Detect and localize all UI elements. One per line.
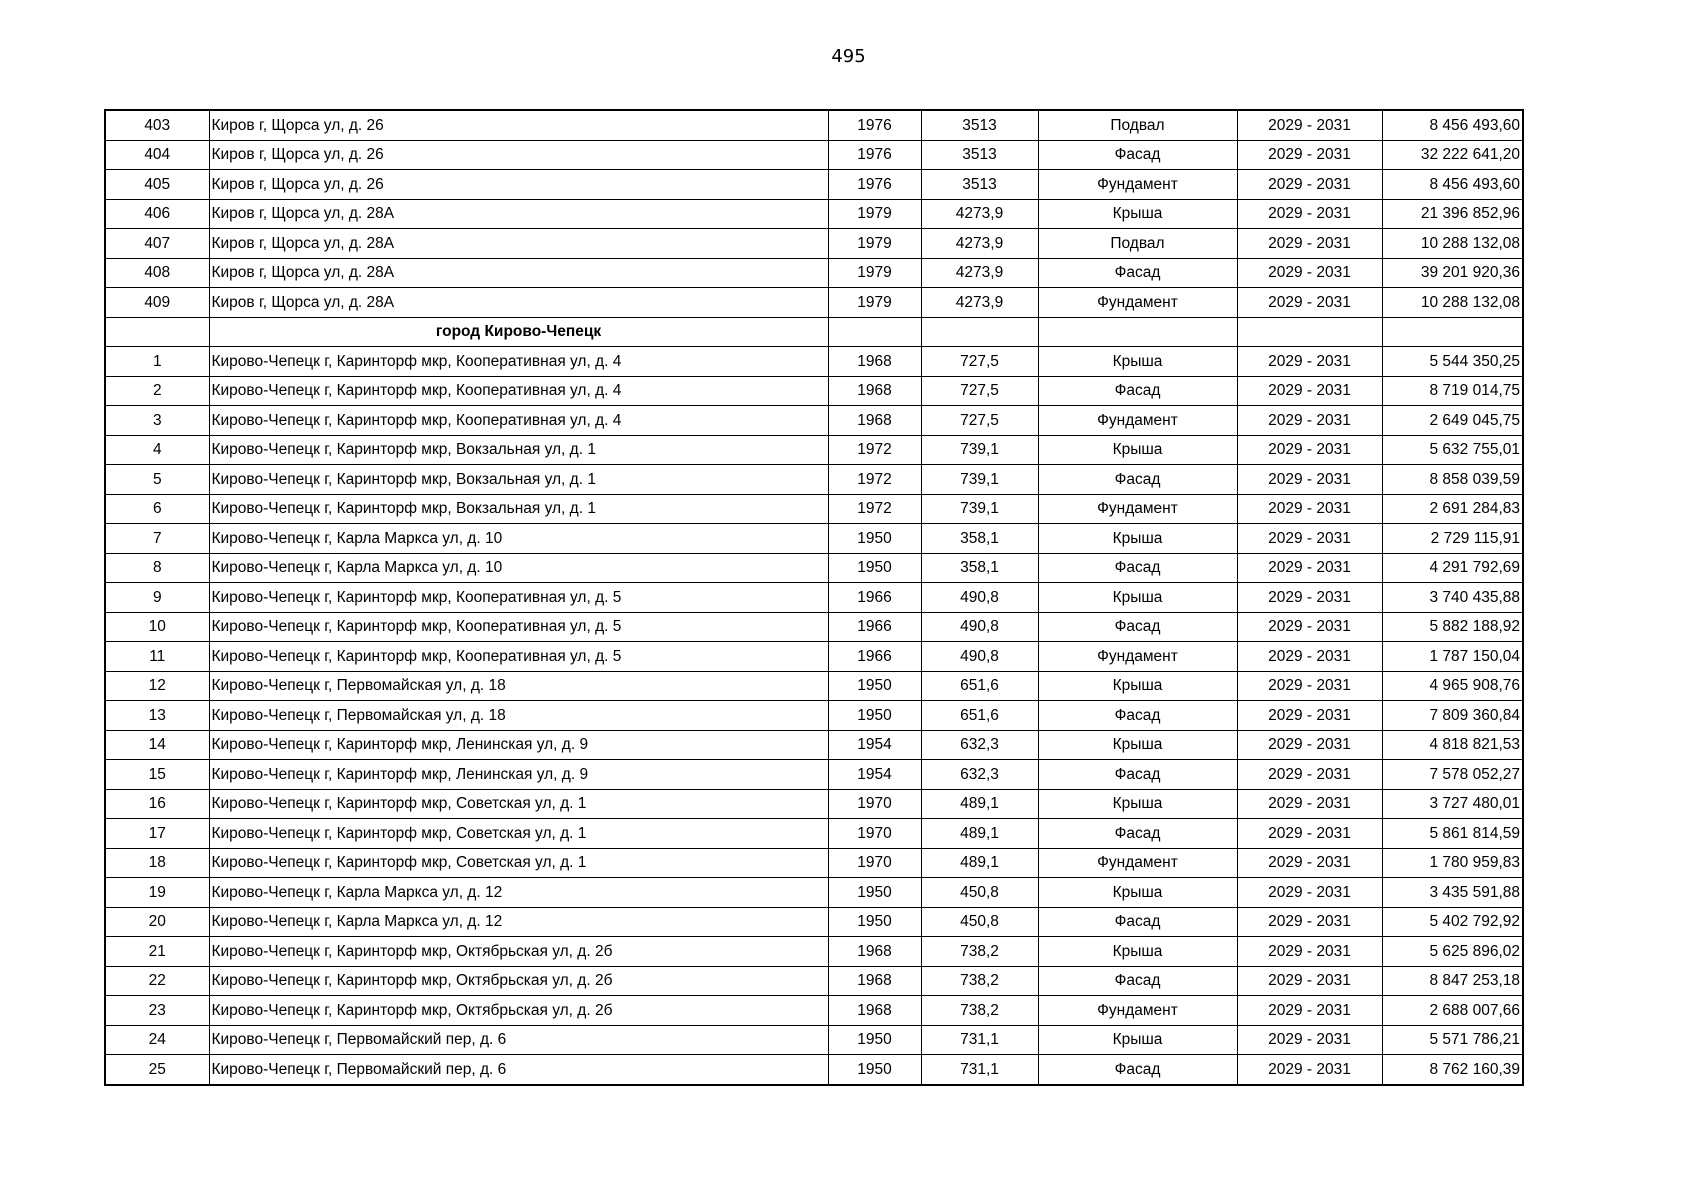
- cell-address: Кирово-Чепецк г, Каринторф мкр, Вокзальная ул, д. 1: [209, 435, 828, 465]
- table-row: [105, 730, 1523, 760]
- cell-area: 731,1: [921, 1025, 1038, 1055]
- cell-build-year: 1976: [828, 140, 921, 170]
- cell-cost: 32 222 641,20: [1382, 140, 1523, 170]
- cell-build-year: 1979: [828, 199, 921, 229]
- cell-area: 731,1: [921, 1055, 1038, 1085]
- cell-build-year: 1976: [828, 110, 921, 140]
- cell-work-type: Подвал: [1038, 110, 1237, 140]
- table-row: [105, 642, 1523, 672]
- cell-row-number: 22: [105, 966, 209, 996]
- table-row: [105, 701, 1523, 731]
- cell-work-type: Крыша: [1038, 435, 1237, 465]
- cell-build-year: 1970: [828, 848, 921, 878]
- cell-cost: 8 456 493,60: [1382, 110, 1523, 140]
- cell-area: 4273,9: [921, 288, 1038, 318]
- cell-row-number: 16: [105, 789, 209, 819]
- cell-address: Кирово-Чепецк г, Каринторф мкр, Октябрьская ул, д. 2б: [209, 937, 828, 967]
- cell-cost: 4 965 908,76: [1382, 671, 1523, 701]
- cell-row-number: 21: [105, 937, 209, 967]
- cell-work-type: Крыша: [1038, 583, 1237, 613]
- cell-area: 727,5: [921, 406, 1038, 436]
- cell-work-type: Крыша: [1038, 1025, 1237, 1055]
- cell-area: 651,6: [921, 701, 1038, 731]
- cell-address: Киров г, Щорса ул, д. 28А: [209, 229, 828, 259]
- table-row: [105, 258, 1523, 288]
- cell-period: 2029 - 2031: [1237, 524, 1382, 554]
- table-row: [105, 937, 1523, 967]
- cell-area: 490,8: [921, 642, 1038, 672]
- cell-address: Кирово-Чепецк г, Первомайский пер, д. 6: [209, 1025, 828, 1055]
- cell-area: 727,5: [921, 347, 1038, 377]
- cell-build-year: 1979: [828, 258, 921, 288]
- empty-cell: [1237, 317, 1382, 347]
- cell-work-type: Фасад: [1038, 907, 1237, 937]
- cell-build-year: 1954: [828, 730, 921, 760]
- cell-area: 4273,9: [921, 199, 1038, 229]
- cell-cost: 2 729 115,91: [1382, 524, 1523, 554]
- cell-period: 2029 - 2031: [1237, 258, 1382, 288]
- cell-area: 738,2: [921, 966, 1038, 996]
- cell-cost: 1 780 959,83: [1382, 848, 1523, 878]
- cell-build-year: 1979: [828, 288, 921, 318]
- cell-build-year: 1966: [828, 612, 921, 642]
- cell-row-number: 7: [105, 524, 209, 554]
- cell-work-type: Фасад: [1038, 376, 1237, 406]
- cell-cost: 3 740 435,88: [1382, 583, 1523, 613]
- cell-area: 358,1: [921, 524, 1038, 554]
- cell-work-type: Фасад: [1038, 612, 1237, 642]
- cell-build-year: 1950: [828, 701, 921, 731]
- cell-period: 2029 - 2031: [1237, 406, 1382, 436]
- cell-cost: 5 625 896,02: [1382, 937, 1523, 967]
- cell-row-number: 25: [105, 1055, 209, 1085]
- cell-address: Киров г, Щорса ул, д. 26: [209, 140, 828, 170]
- cell-build-year: 1950: [828, 1055, 921, 1085]
- cell-address: Кирово-Чепецк г, Карла Маркса ул, д. 12: [209, 878, 828, 908]
- cell-area: 489,1: [921, 819, 1038, 849]
- table-row: [105, 1025, 1523, 1055]
- cell-area: 490,8: [921, 583, 1038, 613]
- cell-address: Кирово-Чепецк г, Каринторф мкр, Советская ул, д. 1: [209, 848, 828, 878]
- table-row: [105, 347, 1523, 377]
- cell-address: Кирово-Чепецк г, Каринторф мкр, Кооперативная ул, д. 5: [209, 642, 828, 672]
- cell-cost: 21 396 852,96: [1382, 199, 1523, 229]
- cell-work-type: Фундамент: [1038, 996, 1237, 1026]
- cell-build-year: 1968: [828, 966, 921, 996]
- cell-period: 2029 - 2031: [1237, 937, 1382, 967]
- cell-work-type: Фундамент: [1038, 288, 1237, 318]
- cell-work-type: Фасад: [1038, 1055, 1237, 1085]
- cell-address: Киров г, Щорса ул, д. 26: [209, 170, 828, 200]
- table-row: [105, 848, 1523, 878]
- cell-row-number: 8: [105, 553, 209, 583]
- table-row: [105, 583, 1523, 613]
- cell-work-type: Крыша: [1038, 347, 1237, 377]
- cell-address: Кирово-Чепецк г, Каринторф мкр, Вокзальная ул, д. 1: [209, 465, 828, 495]
- cell-row-number: 13: [105, 701, 209, 731]
- table-row: [105, 878, 1523, 908]
- table-row: [105, 760, 1523, 790]
- cell-address: Кирово-Чепецк г, Каринторф мкр, Советская ул, д. 1: [209, 789, 828, 819]
- cell-build-year: 1966: [828, 583, 921, 613]
- cell-address: Кирово-Чепецк г, Каринторф мкр, Кооперативная ул, д. 4: [209, 376, 828, 406]
- cell-address: Киров г, Щорса ул, д. 26: [209, 110, 828, 140]
- cell-work-type: Фасад: [1038, 258, 1237, 288]
- cell-area: 4273,9: [921, 258, 1038, 288]
- cell-address: Кирово-Чепецк г, Первомайская ул, д. 18: [209, 701, 828, 731]
- cell-work-type: Крыша: [1038, 524, 1237, 554]
- cell-area: 358,1: [921, 553, 1038, 583]
- table-row: [105, 288, 1523, 318]
- cell-build-year: 1968: [828, 406, 921, 436]
- cell-cost: 3 727 480,01: [1382, 789, 1523, 819]
- cell-area: 3513: [921, 170, 1038, 200]
- cell-period: 2029 - 2031: [1237, 701, 1382, 731]
- cell-cost: 2 649 045,75: [1382, 406, 1523, 436]
- table-row: [105, 524, 1523, 554]
- cell-period: 2029 - 2031: [1237, 347, 1382, 377]
- cell-row-number: 19: [105, 878, 209, 908]
- cell-cost: 10 288 132,08: [1382, 229, 1523, 259]
- cell-address: Кирово-Чепецк г, Каринторф мкр, Октябрьская ул, д. 2б: [209, 996, 828, 1026]
- cell-cost: 4 291 792,69: [1382, 553, 1523, 583]
- cell-address: Кирово-Чепецк г, Карла Маркса ул, д. 10: [209, 553, 828, 583]
- cell-work-type: Фасад: [1038, 553, 1237, 583]
- cell-period: 2029 - 2031: [1237, 376, 1382, 406]
- cell-address: Киров г, Щорса ул, д. 28А: [209, 288, 828, 318]
- cell-row-number: 407: [105, 229, 209, 259]
- cell-area: 489,1: [921, 848, 1038, 878]
- cell-cost: 2 691 284,83: [1382, 494, 1523, 524]
- cell-period: 2029 - 2031: [1237, 671, 1382, 701]
- cell-address: Кирово-Чепецк г, Карла Маркса ул, д. 10: [209, 524, 828, 554]
- cell-row-number: 18: [105, 848, 209, 878]
- repair-program-table: [104, 109, 1524, 1086]
- cell-cost: 7 809 360,84: [1382, 701, 1523, 731]
- cell-work-type: Крыша: [1038, 730, 1237, 760]
- cell-work-type: Подвал: [1038, 229, 1237, 259]
- cell-row-number: 1: [105, 347, 209, 377]
- table-row: [105, 907, 1523, 937]
- cell-build-year: 1979: [828, 229, 921, 259]
- cell-build-year: 1950: [828, 907, 921, 937]
- cell-build-year: 1950: [828, 878, 921, 908]
- cell-cost: 8 847 253,18: [1382, 966, 1523, 996]
- table-row: [105, 140, 1523, 170]
- cell-row-number: 17: [105, 819, 209, 849]
- cell-build-year: 1968: [828, 376, 921, 406]
- cell-work-type: Крыша: [1038, 671, 1237, 701]
- table-row: [105, 789, 1523, 819]
- cell-row-number: 6: [105, 494, 209, 524]
- cell-period: 2029 - 2031: [1237, 553, 1382, 583]
- empty-cell: [1382, 317, 1523, 347]
- table-row: [105, 435, 1523, 465]
- cell-area: 489,1: [921, 789, 1038, 819]
- table-row: [105, 996, 1523, 1026]
- cell-row-number: 403: [105, 110, 209, 140]
- cell-build-year: 1950: [828, 524, 921, 554]
- table-row: [105, 465, 1523, 495]
- cell-period: 2029 - 2031: [1237, 229, 1382, 259]
- cell-work-type: Фасад: [1038, 760, 1237, 790]
- empty-cell: [828, 317, 921, 347]
- cell-period: 2029 - 2031: [1237, 760, 1382, 790]
- cell-area: 4273,9: [921, 229, 1038, 259]
- cell-cost: 5 544 350,25: [1382, 347, 1523, 377]
- cell-cost: 1 787 150,04: [1382, 642, 1523, 672]
- cell-address: Кирово-Чепецк г, Первомайская ул, д. 18: [209, 671, 828, 701]
- table-row: [105, 819, 1523, 849]
- empty-cell: [921, 317, 1038, 347]
- cell-period: 2029 - 2031: [1237, 288, 1382, 318]
- cell-cost: 5 632 755,01: [1382, 435, 1523, 465]
- cell-cost: 10 288 132,08: [1382, 288, 1523, 318]
- cell-period: 2029 - 2031: [1237, 966, 1382, 996]
- cell-area: 738,2: [921, 996, 1038, 1026]
- cell-row-number: 11: [105, 642, 209, 672]
- table-row: [105, 110, 1523, 140]
- cell-area: 738,2: [921, 937, 1038, 967]
- cell-period: 2029 - 2031: [1237, 878, 1382, 908]
- cell-build-year: 1972: [828, 494, 921, 524]
- cell-row-number: 9: [105, 583, 209, 613]
- cell-period: 2029 - 2031: [1237, 612, 1382, 642]
- cell-address: Кирово-Чепецк г, Каринторф мкр, Советская ул, д. 1: [209, 819, 828, 849]
- cell-build-year: 1968: [828, 996, 921, 1026]
- table-row: [105, 406, 1523, 436]
- cell-period: 2029 - 2031: [1237, 730, 1382, 760]
- cell-build-year: 1976: [828, 170, 921, 200]
- cell-build-year: 1966: [828, 642, 921, 672]
- cell-row-number: 4: [105, 435, 209, 465]
- cell-build-year: 1968: [828, 347, 921, 377]
- table-row: [105, 376, 1523, 406]
- cell-work-type: Крыша: [1038, 199, 1237, 229]
- page-number: 495: [831, 46, 866, 67]
- cell-work-type: Фундамент: [1038, 848, 1237, 878]
- cell-cost: 2 688 007,66: [1382, 996, 1523, 1026]
- cell-address: Кирово-Чепецк г, Карла Маркса ул, д. 12: [209, 907, 828, 937]
- cell-cost: 7 578 052,27: [1382, 760, 1523, 790]
- cell-cost: 5 571 786,21: [1382, 1025, 1523, 1055]
- cell-work-type: Фасад: [1038, 140, 1237, 170]
- cell-work-type: Крыша: [1038, 878, 1237, 908]
- cell-row-number: 12: [105, 671, 209, 701]
- cell-period: 2029 - 2031: [1237, 848, 1382, 878]
- table-body: [105, 110, 1523, 1085]
- table-row: [105, 494, 1523, 524]
- cell-work-type: Фасад: [1038, 966, 1237, 996]
- cell-work-type: Фасад: [1038, 819, 1237, 849]
- cell-period: 2029 - 2031: [1237, 642, 1382, 672]
- cell-area: 739,1: [921, 435, 1038, 465]
- cell-cost: 5 861 814,59: [1382, 819, 1523, 849]
- table-row: [105, 229, 1523, 259]
- cell-period: 2029 - 2031: [1237, 1025, 1382, 1055]
- cell-period: 2029 - 2031: [1237, 170, 1382, 200]
- cell-address: Киров г, Щорса ул, д. 28А: [209, 258, 828, 288]
- cell-build-year: 1968: [828, 937, 921, 967]
- table-row: [105, 671, 1523, 701]
- cell-period: 2029 - 2031: [1237, 494, 1382, 524]
- cell-address: Кирово-Чепецк г, Каринторф мкр, Вокзальная ул, д. 1: [209, 494, 828, 524]
- cell-build-year: 1972: [828, 465, 921, 495]
- cell-cost: 5 882 188,92: [1382, 612, 1523, 642]
- cell-period: 2029 - 2031: [1237, 789, 1382, 819]
- cell-area: 3513: [921, 140, 1038, 170]
- cell-address: Кирово-Чепецк г, Каринторф мкр, Кооперативная ул, д. 4: [209, 347, 828, 377]
- table-row: [105, 966, 1523, 996]
- cell-period: 2029 - 2031: [1237, 996, 1382, 1026]
- cell-work-type: Фундамент: [1038, 642, 1237, 672]
- cell-cost: 8 858 039,59: [1382, 465, 1523, 495]
- cell-row-number: 2: [105, 376, 209, 406]
- cell-work-type: Фундамент: [1038, 170, 1237, 200]
- cell-cost: 39 201 920,36: [1382, 258, 1523, 288]
- empty-cell: [1038, 317, 1237, 347]
- cell-work-type: Фундамент: [1038, 494, 1237, 524]
- cell-row-number: 24: [105, 1025, 209, 1055]
- table-row: [105, 1055, 1523, 1085]
- cell-address: Кирово-Чепецк г, Каринторф мкр, Ленинская ул, д. 9: [209, 730, 828, 760]
- cell-area: 739,1: [921, 465, 1038, 495]
- cell-cost: 8 719 014,75: [1382, 376, 1523, 406]
- cell-area: 727,5: [921, 376, 1038, 406]
- cell-build-year: 1972: [828, 435, 921, 465]
- cell-cost: 5 402 792,92: [1382, 907, 1523, 937]
- cell-row-number: 23: [105, 996, 209, 1026]
- cell-work-type: Фундамент: [1038, 406, 1237, 436]
- cell-row-number: 3: [105, 406, 209, 436]
- section-header-row: [105, 317, 1523, 347]
- cell-period: 2029 - 2031: [1237, 199, 1382, 229]
- cell-build-year: 1950: [828, 1025, 921, 1055]
- cell-build-year: 1970: [828, 819, 921, 849]
- cell-row-number: 14: [105, 730, 209, 760]
- cell-work-type: Фасад: [1038, 701, 1237, 731]
- cell-area: 651,6: [921, 671, 1038, 701]
- cell-period: 2029 - 2031: [1237, 465, 1382, 495]
- cell-area: 632,3: [921, 730, 1038, 760]
- cell-work-type: Фасад: [1038, 465, 1237, 495]
- cell-row-number: 10: [105, 612, 209, 642]
- cell-area: 632,3: [921, 760, 1038, 790]
- cell-address: Киров г, Щорса ул, д. 28А: [209, 199, 828, 229]
- cell-area: 490,8: [921, 612, 1038, 642]
- cell-work-type: Крыша: [1038, 789, 1237, 819]
- cell-build-year: 1950: [828, 671, 921, 701]
- cell-period: 2029 - 2031: [1237, 583, 1382, 613]
- cell-address: Кирово-Чепецк г, Каринторф мкр, Кооперативная ул, д. 5: [209, 583, 828, 613]
- table-row: [105, 553, 1523, 583]
- cell-row-number: 404: [105, 140, 209, 170]
- cell-work-type: Крыша: [1038, 937, 1237, 967]
- cell-build-year: 1950: [828, 553, 921, 583]
- cell-address: Кирово-Чепецк г, Каринторф мкр, Октябрьская ул, д. 2б: [209, 966, 828, 996]
- cell-row-number: 406: [105, 199, 209, 229]
- cell-period: 2029 - 2031: [1237, 907, 1382, 937]
- cell-row-number: 409: [105, 288, 209, 318]
- section-title: город Кирово-Чепецк: [209, 317, 828, 347]
- cell-period: 2029 - 2031: [1237, 110, 1382, 140]
- cell-cost: 8 762 160,39: [1382, 1055, 1523, 1085]
- cell-period: 2029 - 2031: [1237, 1055, 1382, 1085]
- cell-area: 450,8: [921, 907, 1038, 937]
- cell-row-number: 405: [105, 170, 209, 200]
- cell-row-number: 15: [105, 760, 209, 790]
- cell-build-year: 1970: [828, 789, 921, 819]
- cell-cost: 8 456 493,60: [1382, 170, 1523, 200]
- cell-row-number: 5: [105, 465, 209, 495]
- cell-row-number: 20: [105, 907, 209, 937]
- table-row: [105, 612, 1523, 642]
- cell-row-number: 408: [105, 258, 209, 288]
- cell-cost: 3 435 591,88: [1382, 878, 1523, 908]
- cell-address: Кирово-Чепецк г, Каринторф мкр, Кооперативная ул, д. 5: [209, 612, 828, 642]
- cell-cost: 4 818 821,53: [1382, 730, 1523, 760]
- cell-address: Кирово-Чепецк г, Первомайский пер, д. 6: [209, 1055, 828, 1085]
- table-row: [105, 199, 1523, 229]
- cell-period: 2029 - 2031: [1237, 140, 1382, 170]
- cell-build-year: 1954: [828, 760, 921, 790]
- cell-area: 450,8: [921, 878, 1038, 908]
- cell-period: 2029 - 2031: [1237, 435, 1382, 465]
- table-row: [105, 170, 1523, 200]
- cell-period: 2029 - 2031: [1237, 819, 1382, 849]
- cell-area: 739,1: [921, 494, 1038, 524]
- cell-address: Кирово-Чепецк г, Каринторф мкр, Ленинская ул, д. 9: [209, 760, 828, 790]
- cell-address: Кирово-Чепецк г, Каринторф мкр, Кооперативная ул, д. 4: [209, 406, 828, 436]
- cell-area: 3513: [921, 110, 1038, 140]
- empty-cell: [105, 317, 209, 347]
